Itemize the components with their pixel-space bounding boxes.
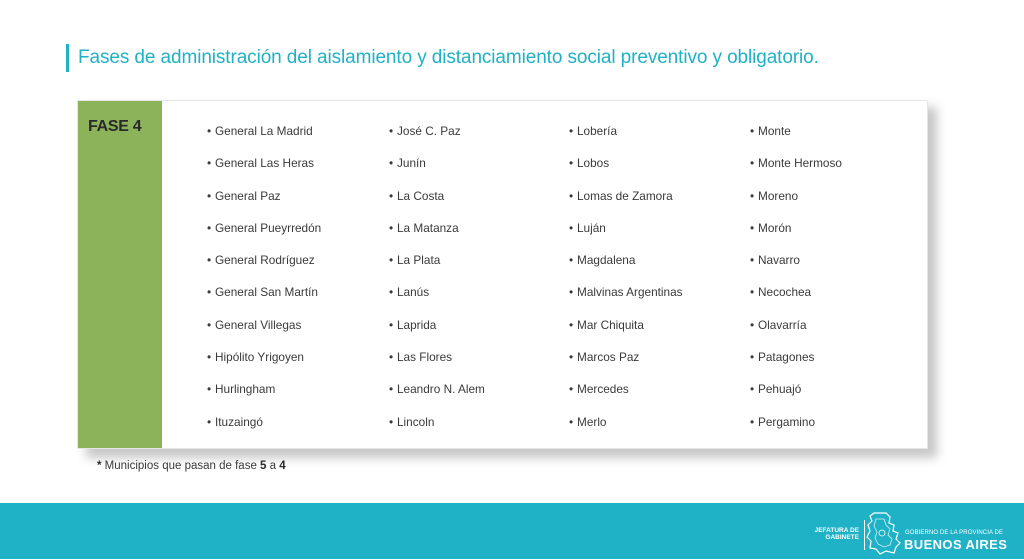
- page-title: Fases de administración del aislamiento y distanciamiento social preventivo y obligatorio.: [78, 47, 819, 68]
- bullet-icon: •: [750, 285, 755, 300]
- municipality-item: [389, 373, 485, 405]
- municipality-item: [389, 212, 485, 244]
- jefatura-line-1: JEFATURA DE: [814, 527, 859, 534]
- municipality-item: [569, 180, 683, 212]
- title-accent-bar: [66, 44, 69, 72]
- jefatura-line-2: GABINETE: [825, 534, 859, 541]
- municipality-item: [207, 373, 321, 405]
- municipality-name: Malvinas Argentinas: [577, 285, 683, 300]
- municipality-name: General Rodríguez: [215, 253, 315, 268]
- municipality-name: Olavarría: [758, 317, 807, 332]
- municipalities-card: [77, 100, 928, 449]
- phase-label: FASE 4: [88, 118, 142, 135]
- municipality-item: [750, 212, 842, 244]
- bullet-icon: •: [389, 188, 394, 203]
- municipality-item: [389, 309, 485, 341]
- bullet-icon: •: [569, 382, 574, 397]
- municipality-item: [569, 244, 683, 276]
- municipality-name: Merlo: [577, 414, 607, 429]
- municipality-item: [207, 244, 321, 276]
- bullet-icon: •: [569, 124, 574, 138]
- municipality-item: [389, 341, 485, 373]
- municipality-item: [207, 309, 321, 341]
- municipality-name: Moreno: [758, 188, 798, 203]
- municipality-name: Lobos: [577, 156, 610, 171]
- municipality-item: [750, 180, 842, 212]
- bullet-icon: •: [750, 188, 755, 203]
- municipality-item: [389, 244, 485, 276]
- municipality-name: Lanús: [397, 285, 430, 300]
- municipality-name: Necochea: [758, 285, 812, 300]
- municipality-item: [569, 309, 683, 341]
- municipality-name: Lobería: [577, 124, 618, 138]
- municipality-name: La Plata: [397, 253, 441, 268]
- bullet-icon: •: [569, 317, 574, 332]
- municipality-item: [569, 373, 683, 405]
- municipality-item: [569, 406, 683, 438]
- bullet-icon: •: [389, 253, 394, 268]
- bullet-icon: •: [569, 156, 574, 171]
- municipality-name: José C. Paz: [397, 124, 461, 138]
- bullet-icon: •: [207, 188, 212, 203]
- bullet-icon: •: [750, 124, 755, 138]
- bullet-icon: •: [750, 350, 755, 365]
- municipality-item: [389, 406, 485, 438]
- municipality-item: [569, 115, 683, 147]
- bullet-icon: •: [389, 414, 394, 429]
- municipality-name: La Matanza: [397, 220, 459, 235]
- buenos-aires-label: BUENOS AIRES: [904, 537, 1008, 552]
- footnote-to-phase: 4: [279, 460, 286, 472]
- municipality-name: Mar Chiquita: [577, 317, 644, 332]
- municipality-name: General Pueyrredón: [215, 220, 322, 235]
- jefatura-de-gabinete-label: [805, 527, 859, 541]
- bullet-icon: •: [389, 350, 394, 365]
- municipality-name: Laprida: [397, 317, 437, 332]
- page-header: [66, 44, 819, 72]
- municipality-name: Lincoln: [397, 414, 435, 429]
- municipality-item: [207, 212, 321, 244]
- footer-divider: [864, 520, 865, 550]
- municipality-name: Hipólito Yrigoyen: [215, 350, 304, 365]
- bullet-icon: •: [207, 414, 212, 429]
- municipality-item: [569, 276, 683, 308]
- bullet-icon: •: [389, 156, 394, 171]
- municipality-name: General Paz: [215, 188, 281, 203]
- municipality-name: General Villegas: [215, 317, 302, 332]
- bullet-icon: •: [207, 253, 212, 268]
- bullet-icon: •: [569, 220, 574, 235]
- bullet-icon: •: [750, 156, 755, 171]
- bullet-icon: •: [569, 350, 574, 365]
- footnote-asterisk: *: [97, 460, 102, 472]
- municipality-name: General San Martín: [215, 285, 318, 300]
- municipality-item: [569, 341, 683, 373]
- municipality-name: Pergamino: [758, 414, 816, 429]
- bullet-icon: •: [750, 317, 755, 332]
- municipality-name: La Costa: [397, 188, 445, 203]
- municipality-name: Navarro: [758, 253, 800, 268]
- municipality-item: [569, 212, 683, 244]
- municipality-item: [750, 309, 842, 341]
- buenos-aires-province-logo-icon: [866, 511, 902, 560]
- bullet-icon: •: [750, 382, 755, 397]
- municipality-item: [750, 115, 842, 147]
- bullet-icon: •: [750, 253, 755, 268]
- municipality-item: [389, 147, 485, 179]
- municipality-name: Leandro N. Alem: [397, 382, 485, 397]
- bullet-icon: •: [207, 220, 212, 235]
- municipality-name: Pehuajó: [758, 382, 802, 397]
- bullet-icon: •: [750, 220, 755, 235]
- bullet-icon: •: [207, 350, 212, 365]
- municipality-item: [207, 180, 321, 212]
- municipality-item: [750, 244, 842, 276]
- municipality-name: Morón: [758, 220, 792, 235]
- municipality-name: Luján: [577, 220, 606, 235]
- municipality-item: [389, 276, 485, 308]
- bullet-icon: •: [750, 414, 755, 429]
- bullet-icon: •: [207, 382, 212, 397]
- bullet-icon: •: [569, 253, 574, 268]
- municipality-item: [750, 341, 842, 373]
- municipality-item: [750, 406, 842, 438]
- municipality-name: Monte Hermoso: [758, 156, 842, 171]
- footnote-connector: a: [266, 460, 280, 472]
- municipality-name: Marcos Paz: [577, 350, 640, 365]
- municipality-name: Magdalena: [577, 253, 636, 268]
- bullet-icon: •: [389, 285, 394, 300]
- municipality-item: [389, 180, 485, 212]
- municipality-name: General La Madrid: [215, 124, 313, 138]
- municipality-item: [389, 115, 485, 147]
- bullet-icon: •: [389, 124, 394, 138]
- municipality-name: Junín: [397, 156, 426, 171]
- municipality-column-4: [750, 115, 842, 438]
- government-of-province-label: GOBIERNO DE LA PROVINCIA DE: [905, 530, 1004, 536]
- municipality-item: [207, 341, 321, 373]
- municipality-item: [207, 276, 321, 308]
- bullet-icon: •: [207, 285, 212, 300]
- municipality-name: General Las Heras: [215, 156, 315, 171]
- municipality-name: Mercedes: [577, 382, 629, 397]
- bullet-icon: •: [389, 317, 394, 332]
- municipality-name: Ituzaingó: [215, 414, 263, 429]
- footnote: [97, 460, 286, 472]
- bullet-icon: •: [389, 220, 394, 235]
- municipality-name: Lomas de Zamora: [577, 188, 673, 203]
- phase-panel: [78, 101, 162, 448]
- municipality-item: [207, 147, 321, 179]
- municipality-item: [207, 115, 321, 147]
- municipality-column-2: [389, 115, 485, 438]
- bullet-icon: •: [207, 124, 212, 138]
- municipality-item: [750, 276, 842, 308]
- municipality-item: [207, 406, 321, 438]
- municipality-column-3: [569, 115, 683, 438]
- bullet-icon: •: [207, 156, 212, 171]
- municipality-name: Monte: [758, 124, 791, 138]
- municipality-item: [750, 373, 842, 405]
- municipality-column-1: [207, 115, 321, 438]
- bullet-icon: •: [569, 285, 574, 300]
- municipality-item: [750, 147, 842, 179]
- bullet-icon: •: [569, 188, 574, 203]
- municipality-name: Hurlingham: [215, 382, 276, 397]
- footnote-from-phase: 5: [260, 460, 267, 472]
- bullet-icon: •: [207, 317, 212, 332]
- municipality-item: [569, 147, 683, 179]
- bullet-icon: •: [389, 382, 394, 397]
- municipality-name: Las Flores: [397, 350, 453, 365]
- bullet-icon: •: [569, 414, 574, 429]
- footnote-text: Municipios que pasan de fase: [101, 460, 261, 472]
- municipality-name: Patagones: [758, 350, 815, 365]
